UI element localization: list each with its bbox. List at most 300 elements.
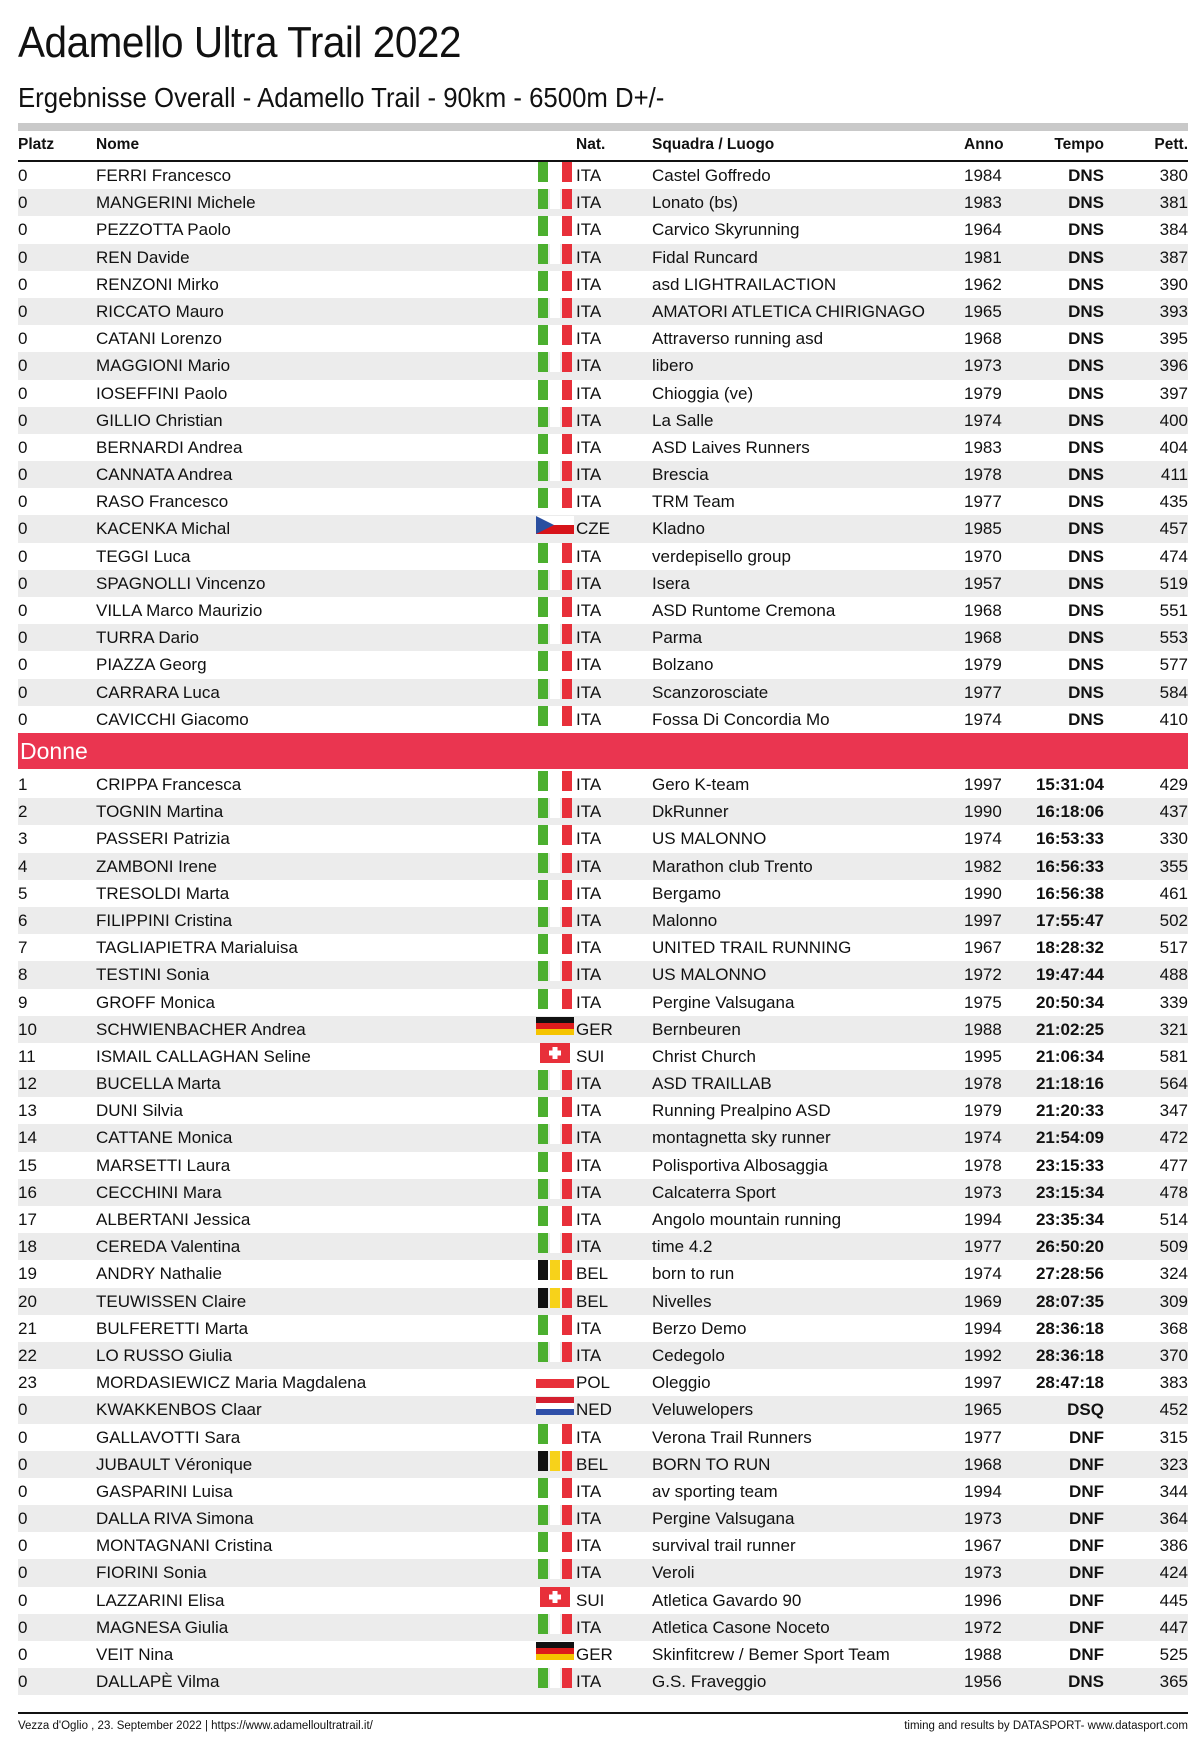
table-row [18,488,1188,515]
flag-italy-icon [536,651,574,671]
col-nome: Nome [96,136,140,153]
table-row [18,434,1188,461]
cell-team: av sporting team [652,1481,778,1501]
cell-team: TRM Team [652,492,735,512]
cell-pett: 584 [1159,682,1188,702]
cell-anno: 1962 [964,274,1002,294]
cell-anno: 1977 [964,1237,1002,1257]
flag-italy-icon [536,1614,574,1634]
cell-tempo: 28:36:18 [1035,1345,1104,1365]
cell-team: US MALONNO [652,965,767,985]
cell-pett: 397 [1159,383,1188,403]
cell-nome: MAGNESA Giulia [96,1617,229,1637]
table-row [18,651,1188,678]
cell-team: G.S. Fraveggio [652,1672,767,1692]
cell-nat: ITA [576,301,602,321]
table-row [18,570,1188,597]
cell-team: BORN TO RUN [652,1454,771,1474]
cell-nat: ITA [576,938,602,958]
cell-team: Castel Goffredo [652,166,771,185]
cell-nome: RICCATO Mauro [96,301,224,321]
cell-team: Polisportiva Albosaggia [652,1155,828,1175]
cell-pett: 478 [1159,1182,1188,1202]
cell-nome: FERRI Francesco [96,166,232,185]
flag-italy-icon [536,1097,574,1117]
cell-nome: BULFERETTI Marta [96,1318,249,1338]
cell-pett: 514 [1159,1210,1188,1229]
cell-pett: 381 [1159,193,1188,213]
cell-anno: 1968 [964,601,1002,620]
cell-nome: DUNI Silvia [96,1101,183,1121]
cell-platz: 0 [18,437,28,457]
cell-anno: 1969 [964,1291,1002,1311]
cell-team: Attraverso running asd [652,329,824,349]
cell-nome: CAVICCHI Giacomo [96,709,249,729]
cell-anno: 1983 [964,193,1002,213]
flag-czechia-icon [536,515,574,535]
cell-nome: RENZONI Mirko [96,274,219,294]
cell-tempo: DNS [1068,682,1104,702]
cell-nat: ITA [576,247,602,267]
cell-nat: ITA [576,1345,602,1365]
flag-italy-icon [536,434,574,454]
table-row [18,162,1188,189]
cell-tempo: 23:35:34 [1035,1210,1104,1229]
table-row [18,1505,1188,1532]
flag-switzerland-icon [536,1043,574,1063]
cell-pett: 393 [1159,301,1188,321]
table-row [18,1233,1188,1260]
table-row [18,961,1188,988]
cell-tempo: 26:50:20 [1035,1237,1104,1257]
table-row [18,1587,1188,1614]
cell-pett: 404 [1159,437,1188,457]
cell-platz: 0 [18,274,28,294]
cell-tempo: 28:36:18 [1035,1318,1104,1338]
cell-pett: 452 [1159,1400,1188,1420]
cell-nome: TEUWISSEN Claire [96,1291,247,1311]
cell-pett: 429 [1159,775,1188,794]
cell-tempo: DNS [1068,519,1104,539]
flag-germany-icon [536,1641,574,1661]
table-row [18,271,1188,298]
cell-nome: MAGGIONI Mario [96,356,231,376]
cell-nome: ALBERTANI Jessica [96,1210,251,1229]
cell-anno: 1981 [964,247,1002,267]
cell-anno: 1970 [964,546,1002,566]
cell-platz: 16 [18,1182,37,1202]
cell-anno: 1974 [964,829,1002,849]
flag-italy-icon [536,961,574,981]
cell-tempo: DNS [1068,437,1104,457]
flag-italy-icon [536,352,574,372]
cell-nome: GASPARINI Luisa [96,1481,233,1501]
cell-team: Pergine Valsugana [652,992,795,1012]
cell-anno: 1973 [964,1563,1002,1583]
cell-team: born to run [652,1264,735,1284]
table-row [18,989,1188,1016]
footer-location: Vezza d'Oglio , 23. September 2022 | https://www.adamelloultratrail.it/ [18,1720,373,1732]
cell-tempo: 21:20:33 [1035,1101,1104,1121]
table-row [18,624,1188,651]
cell-team: Scanzorosciate [652,682,769,702]
cell-nat: ITA [576,220,602,240]
cell-platz: 13 [18,1101,37,1121]
cell-nome: GALLAVOTTI Sara [96,1427,241,1447]
table-row [18,1016,1188,1043]
flag-italy-icon [536,798,574,818]
cell-pett: 410 [1159,709,1188,729]
cell-nat: ITA [576,1427,602,1447]
cell-team: Bergamo [652,883,721,903]
cell-team: ASD Laives Runners [652,437,810,457]
col-anno: Anno [964,136,1004,153]
cell-anno: 1979 [964,655,1002,675]
cell-nat: NED [576,1400,612,1420]
cell-tempo: 28:07:35 [1035,1291,1104,1311]
cell-nome: FILIPPINI Cristina [96,910,233,930]
table-row [18,1097,1188,1124]
cell-anno: 1965 [964,301,1002,321]
cell-anno: 1974 [964,1264,1002,1284]
cell-anno: 1972 [964,1617,1002,1637]
cell-anno: 1967 [964,938,1002,958]
cell-tempo: 16:53:33 [1035,829,1104,849]
cell-nome: CATTANE Monica [96,1128,233,1148]
cell-pett: 553 [1159,628,1188,648]
cell-anno: 1957 [964,573,1002,593]
cell-nome: REN Davide [96,247,190,267]
cell-platz: 0 [18,166,28,185]
cell-nome: KWAKKENBOS Claar [96,1400,262,1420]
cell-nat: BEL [576,1454,609,1474]
cell-team: Skinfitcrew / Bemer Sport Team [652,1645,890,1664]
cell-nat: ITA [576,1509,602,1529]
cell-anno: 1977 [964,1427,1002,1447]
cell-pett: 488 [1159,965,1188,985]
cell-nat: ITA [576,193,602,213]
cell-team: ASD TRAILLAB [652,1074,772,1094]
cell-platz: 0 [18,410,28,430]
cell-platz: 0 [18,1536,28,1556]
cell-tempo: DNS [1068,601,1104,620]
cell-tempo: DNF [1069,1454,1104,1474]
cell-platz: 0 [18,546,28,566]
flag-italy-icon [536,706,574,726]
cell-nat: ITA [576,492,602,512]
cell-platz: 0 [18,1481,28,1501]
cell-platz: 18 [18,1237,37,1257]
table-row [18,1260,1188,1287]
cell-nome: VILLA Marco Maurizio [96,601,263,620]
cell-nat: ITA [576,356,602,376]
cell-platz: 19 [18,1264,37,1284]
cell-anno: 1974 [964,709,1002,729]
flag-italy-icon [536,162,574,182]
cell-pett: 330 [1159,829,1188,849]
cell-pett: 321 [1159,1019,1188,1039]
cell-pett: 309 [1159,1291,1188,1311]
cell-anno: 1977 [964,492,1002,512]
cell-team: Bolzano [652,655,714,675]
cell-anno: 1968 [964,628,1002,648]
cell-anno: 1985 [964,519,1002,539]
cell-platz: 0 [18,628,28,648]
cell-pett: 380 [1159,166,1188,185]
cell-nome: IOSEFFINI Paolo [96,383,228,403]
flag-belgium-icon [536,1288,574,1308]
cell-anno: 1973 [964,1509,1002,1529]
cell-pett: 364 [1159,1509,1188,1529]
table-row [18,771,1188,798]
flag-italy-icon [536,189,574,209]
cell-pett: 396 [1159,356,1188,376]
cell-pett: 551 [1159,601,1188,620]
cell-pett: 437 [1159,802,1188,822]
cell-nome: CECCHINI Mara [96,1182,222,1202]
cell-platz: 0 [18,1509,28,1529]
cell-nome: TURRA Dario [96,628,199,648]
cell-tempo: DNS [1068,709,1104,729]
table-row [18,1124,1188,1151]
flag-italy-icon [536,771,574,791]
flag-italy-icon [536,853,574,873]
cell-nat: ITA [576,1672,602,1692]
cell-tempo: 21:54:09 [1035,1128,1104,1148]
cell-pett: 400 [1159,410,1188,430]
flag-italy-icon [536,543,574,563]
cell-tempo: 21:02:25 [1035,1019,1104,1039]
table-row [18,880,1188,907]
cell-team: Christ Church [652,1046,756,1066]
cell-tempo: DNF [1069,1509,1104,1529]
flag-italy-icon [536,1532,574,1552]
cell-team: verdepisello group [652,546,791,566]
cell-tempo: DNS [1068,546,1104,566]
cell-anno: 1990 [964,883,1002,903]
cell-tempo: DNS [1068,465,1104,485]
table-row [18,1043,1188,1070]
cell-team: libero [652,356,694,376]
flag-italy-icon [536,1668,574,1688]
cell-platz: 6 [18,910,28,930]
cell-nome: JUBAULT Véronique [96,1454,253,1474]
cell-nat: ITA [576,465,602,485]
cell-pett: 581 [1159,1046,1188,1066]
cell-pett: 315 [1159,1427,1188,1447]
page-title: Adamello Ultra Trail 2022 [18,18,461,67]
cell-pett: 525 [1159,1645,1188,1664]
cell-anno: 1983 [964,437,1002,457]
col-tempo: Tempo [1054,136,1104,153]
cell-tempo: DNS [1068,628,1104,648]
cell-nome: CRIPPA Francesca [96,775,242,794]
cell-nome: FIORINI Sonia [96,1563,207,1583]
cell-anno: 1988 [964,1645,1002,1664]
cell-tempo: 28:47:18 [1035,1373,1104,1393]
cell-nome: ZAMBONI Irene [96,856,217,876]
table-row [18,543,1188,570]
table-row [18,679,1188,706]
cell-team: Brescia [652,465,709,485]
cell-pett: 474 [1159,546,1188,566]
cell-tempo: 21:18:16 [1035,1074,1104,1094]
cell-nome: CATANI Lorenzo [96,329,222,349]
cell-nome: BUCELLA Marta [96,1074,221,1094]
table-row [18,1342,1188,1369]
cell-platz: 0 [18,247,28,267]
table-row [18,1424,1188,1451]
flag-italy-icon [536,570,574,590]
table-row [18,798,1188,825]
cell-nat: ITA [576,274,602,294]
col-platz: Platz [18,136,55,153]
cell-team: Veluwelopers [652,1400,754,1420]
cell-team: Cedegolo [652,1345,725,1365]
cell-nome: SPAGNOLLI Vincenzo [96,573,266,593]
cell-nome: LAZZARINI Elisa [96,1590,225,1610]
cell-anno: 1967 [964,1536,1002,1556]
cell-tempo: DNS [1068,410,1104,430]
cell-tempo: 17:55:47 [1035,910,1104,930]
cell-nat: ITA [576,992,602,1012]
flag-italy-icon [536,461,574,481]
cell-team: Isera [652,573,690,593]
cell-nome: KACENKA Michal [96,519,231,539]
footer-credit: timing and results by DATASPORT- www.datasport.com [904,1720,1188,1732]
cell-pett: 445 [1159,1590,1188,1610]
cell-team: time 4.2 [652,1237,713,1257]
cell-team: US MALONNO [652,829,767,849]
cell-tempo: 16:56:38 [1035,883,1104,903]
cell-tempo: DNS [1068,492,1104,512]
cell-anno: 1997 [964,1373,1002,1393]
cell-tempo: 19:47:44 [1035,965,1104,985]
flag-italy-icon [536,1315,574,1335]
cell-team: Atletica Casone Noceto [652,1617,830,1637]
col-pett: Pett. [1154,136,1188,153]
table-row [18,1070,1188,1097]
table-row [18,380,1188,407]
cell-pett: 347 [1159,1101,1188,1121]
table-row [18,325,1188,352]
cell-nome: DALLA RIVA Simona [96,1509,254,1529]
cell-tempo: DNS [1068,274,1104,294]
table-row [18,1315,1188,1342]
cell-tempo: 23:15:33 [1035,1155,1104,1175]
section-title: Donne [20,738,88,764]
cell-nome: VEIT Nina [96,1645,174,1664]
cell-anno: 1990 [964,802,1002,822]
cell-nome: CEREDA Valentina [96,1237,241,1257]
cell-platz: 12 [18,1074,37,1094]
flag-germany-icon [536,1016,574,1036]
flag-italy-icon [536,989,574,1009]
cell-pett: 324 [1159,1264,1188,1284]
cell-nat: ITA [576,709,602,729]
cell-anno: 1973 [964,356,1002,376]
cell-platz: 0 [18,601,28,620]
cell-nat: ITA [576,910,602,930]
cell-nat: ITA [576,1155,602,1175]
cell-team: Parma [652,628,703,648]
cell-anno: 1972 [964,965,1002,985]
cell-platz: 0 [18,1563,28,1583]
cell-nome: RASO Francesco [96,492,229,512]
cell-tempo: DNF [1069,1563,1104,1583]
table-row [18,1206,1188,1233]
cell-pett: 365 [1159,1672,1188,1692]
flag-poland-icon [536,1369,574,1389]
cell-anno: 1968 [964,329,1002,349]
cell-team: Gero K-team [652,775,750,794]
cell-pett: 384 [1159,220,1188,240]
cell-nat: ITA [576,166,602,185]
cell-nome: TESTINI Sonia [96,965,210,985]
cell-platz: 21 [18,1318,37,1338]
flag-italy-icon [536,271,574,291]
cell-nome: ISMAIL CALLAGHAN Seline [96,1046,311,1066]
cell-anno: 1979 [964,1101,1002,1121]
cell-nat: SUI [576,1590,605,1610]
cell-platz: 0 [18,655,28,675]
cell-nome: SCHWIENBACHER Andrea [96,1019,306,1039]
table-row [18,934,1188,961]
cell-pett: 368 [1159,1318,1188,1338]
flag-switzerland-icon [536,1587,574,1607]
cell-tempo: 18:28:32 [1035,938,1104,958]
cell-platz: 0 [18,383,28,403]
flag-italy-icon [536,216,574,236]
cell-platz: 0 [18,1427,28,1447]
flag-italy-icon [536,244,574,264]
flag-italy-icon [536,679,574,699]
flag-italy-icon [536,1206,574,1226]
cell-nat: GER [576,1645,613,1664]
cell-pett: 457 [1159,519,1188,539]
cell-anno: 1978 [964,1074,1002,1094]
cell-nat: ITA [576,1237,602,1257]
table-row [18,352,1188,379]
cell-nat: CZE [576,519,610,539]
table-row [18,189,1188,216]
cell-platz: 14 [18,1128,37,1148]
cell-nat: ITA [576,546,602,566]
cell-anno: 1994 [964,1318,1002,1338]
cell-tempo: 20:50:34 [1035,992,1104,1012]
cell-team: Marathon club Trento [652,856,813,876]
table-row [18,1559,1188,1586]
cell-nome: TAGLIAPIETRA Marialuisa [96,938,298,958]
cell-tempo: 23:15:34 [1035,1182,1104,1202]
cell-platz: 4 [18,856,28,876]
cell-platz: 1 [18,775,28,794]
flag-netherlands-icon [536,1396,574,1416]
flag-italy-icon [536,407,574,427]
table-row [18,1369,1188,1396]
flag-italy-icon [536,1124,574,1144]
cell-pett: 355 [1159,856,1188,876]
footer-divider [18,1712,1188,1714]
section-header-donne [18,733,1188,769]
cell-nat: ITA [576,682,602,702]
cell-pett: 461 [1159,883,1188,903]
cell-tempo: DNS [1068,301,1104,321]
table-row [18,1451,1188,1478]
cell-platz: 2 [18,802,28,822]
cell-nat: ITA [576,1617,602,1637]
cell-team: Calcaterra Sport [652,1182,776,1202]
